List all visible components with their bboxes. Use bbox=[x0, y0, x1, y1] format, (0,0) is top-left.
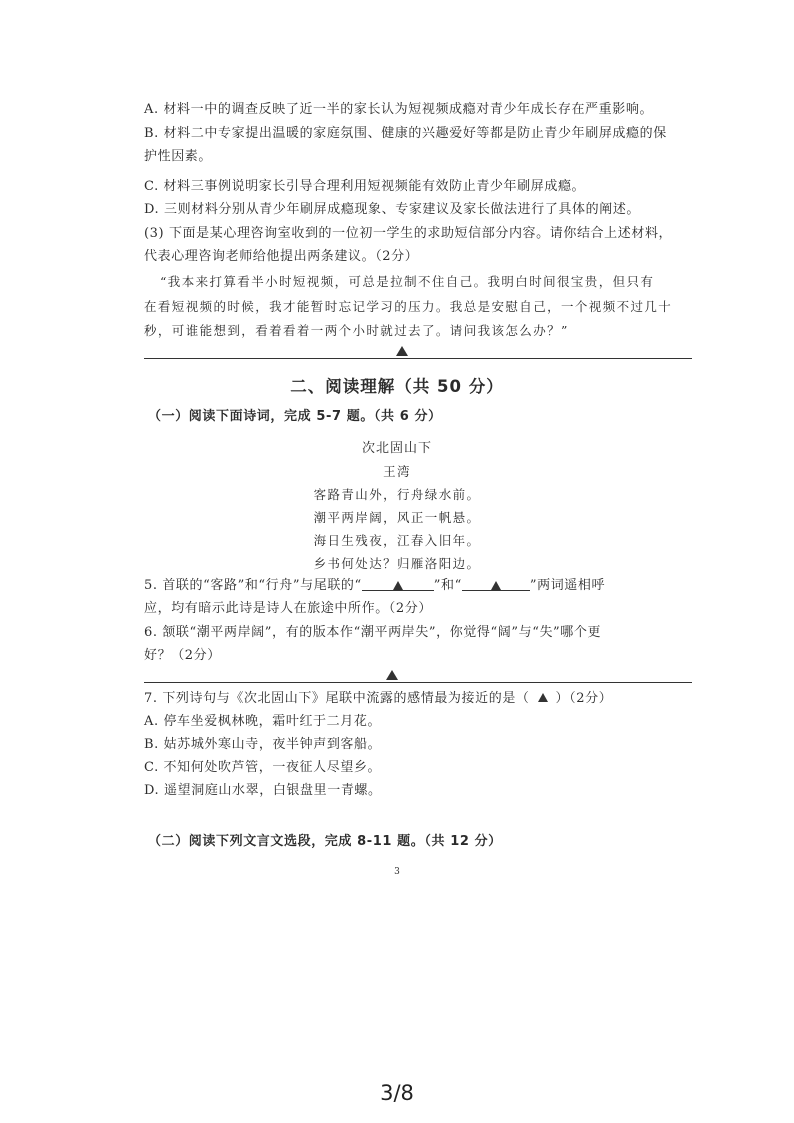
student-quote-line1: “我本来打算看半小时短视频，可总是拉制不住自己。我明白时间很宝贵，但只有 bbox=[160, 274, 655, 289]
poem-line-3: 海日生残夜，江春入旧年。 bbox=[313, 533, 481, 548]
answer-marker-triangle-icon bbox=[396, 346, 408, 356]
q6-line1: 6. 颔联“潮平两岸阔”，有的版本作“潮平两岸失”，你觉得“阔”与“失”哪个更 bbox=[144, 625, 602, 640]
poem-title: 次北固山下 bbox=[361, 441, 432, 456]
q7-text-a: 7. 下列诗句与《次北固山下》尾联中流露的感情最为接近的是（ bbox=[144, 691, 530, 706]
q5-line2: 应，均有暗示此诗是诗人在旅途中所作。（2分） bbox=[144, 601, 432, 616]
student-quote-line2: 在看短视频的时候，我才能暂时忘记学习的压力。我总是安慰自己，一个视频不过几十 bbox=[144, 299, 673, 314]
q5-line1 bbox=[144, 577, 605, 595]
student-quote-line3: 秒，可谁能想到，看着看着一两个小时就过去了。请问我该怎么办？” bbox=[144, 323, 569, 338]
part-1-heading: （一）阅读下面诗词，完成 5-7 题。（共 6 分） bbox=[148, 409, 442, 424]
answer-line bbox=[144, 358, 692, 359]
poem-line-2: 潮平两岸阔，风正一帆悬。 bbox=[313, 510, 481, 525]
answer-marker-triangle-icon bbox=[386, 670, 398, 680]
q7-option-c: C. 不知何处吹芦管，一夜征人尽望乡。 bbox=[144, 760, 382, 775]
q5-blank-1[interactable] bbox=[362, 578, 434, 591]
section-2-heading: 二、阅读理解（共 50 分） bbox=[290, 377, 504, 396]
blank-marker-triangle-icon bbox=[491, 581, 501, 590]
q6-line2: 好？（2分） bbox=[144, 648, 221, 663]
q3-prompt-line2: 代表心理咨询老师给他提出两条建议。（2分） bbox=[144, 249, 419, 264]
poem-author: 王湾 bbox=[383, 464, 411, 479]
q7-text-b: ）（2分） bbox=[555, 691, 613, 706]
page-counter: 3/8 bbox=[380, 1081, 414, 1105]
q4-option-d: D. 三则材料分别从青少年刷屏成瘾现象、专家建议及家长做法进行了具体的阐述。 bbox=[144, 202, 641, 217]
q5-blank-2[interactable] bbox=[462, 578, 530, 591]
q3-prompt-line1: (3) 下面是某心理咨询室收到的一位初一学生的求助短信部分内容。请你结合上述材料， bbox=[144, 226, 673, 241]
answer-line bbox=[144, 682, 692, 683]
q4-option-a: A. 材料一中的调查反映了近一半的家长认为短视频成瘾对青少年成长存在严重影响。 bbox=[144, 102, 654, 117]
q4-option-b-line2: 护性因素。 bbox=[144, 149, 213, 164]
q5-text-b: ”和“ bbox=[433, 578, 462, 593]
q7-prompt bbox=[144, 690, 612, 708]
part-2-heading: （二）阅读下列文言文选段，完成 8-11 题。（共 12 分） bbox=[148, 834, 502, 849]
blank-marker-triangle-icon bbox=[393, 581, 403, 590]
page-number: 3 bbox=[394, 867, 400, 877]
q7-option-d: D. 遥望洞庭山水翠，白银盘里一青螺。 bbox=[144, 783, 382, 798]
poem-line-4: 乡书何处达？归雁洛阳边。 bbox=[313, 556, 481, 571]
q4-option-b-line1: B. 材料二中专家提出温暖的家庭氛围、健康的兴趣爱好等都是防止青少年刷屏成瘾的保 bbox=[144, 126, 667, 141]
q5-text-c: ”两词遥相呼 bbox=[529, 578, 606, 593]
q7-answer-slot[interactable] bbox=[530, 690, 556, 708]
q5-text-a: 5. 首联的“客路”和“行舟”与尾联的“ bbox=[144, 578, 362, 593]
q7-option-a: A. 停车坐爱枫林晚，霜叶红于二月花。 bbox=[144, 714, 382, 729]
q4-option-c: C. 材料三事例说明家长引导合理利用短视频能有效防止青少年刷屏成瘾。 bbox=[144, 179, 586, 194]
poem-line-1: 客路青山外，行舟绿水前。 bbox=[313, 487, 481, 502]
q7-option-b: B. 姑苏城外寒山寺，夜半钟声到客船。 bbox=[144, 737, 382, 752]
answer-marker-triangle-icon bbox=[538, 693, 548, 702]
